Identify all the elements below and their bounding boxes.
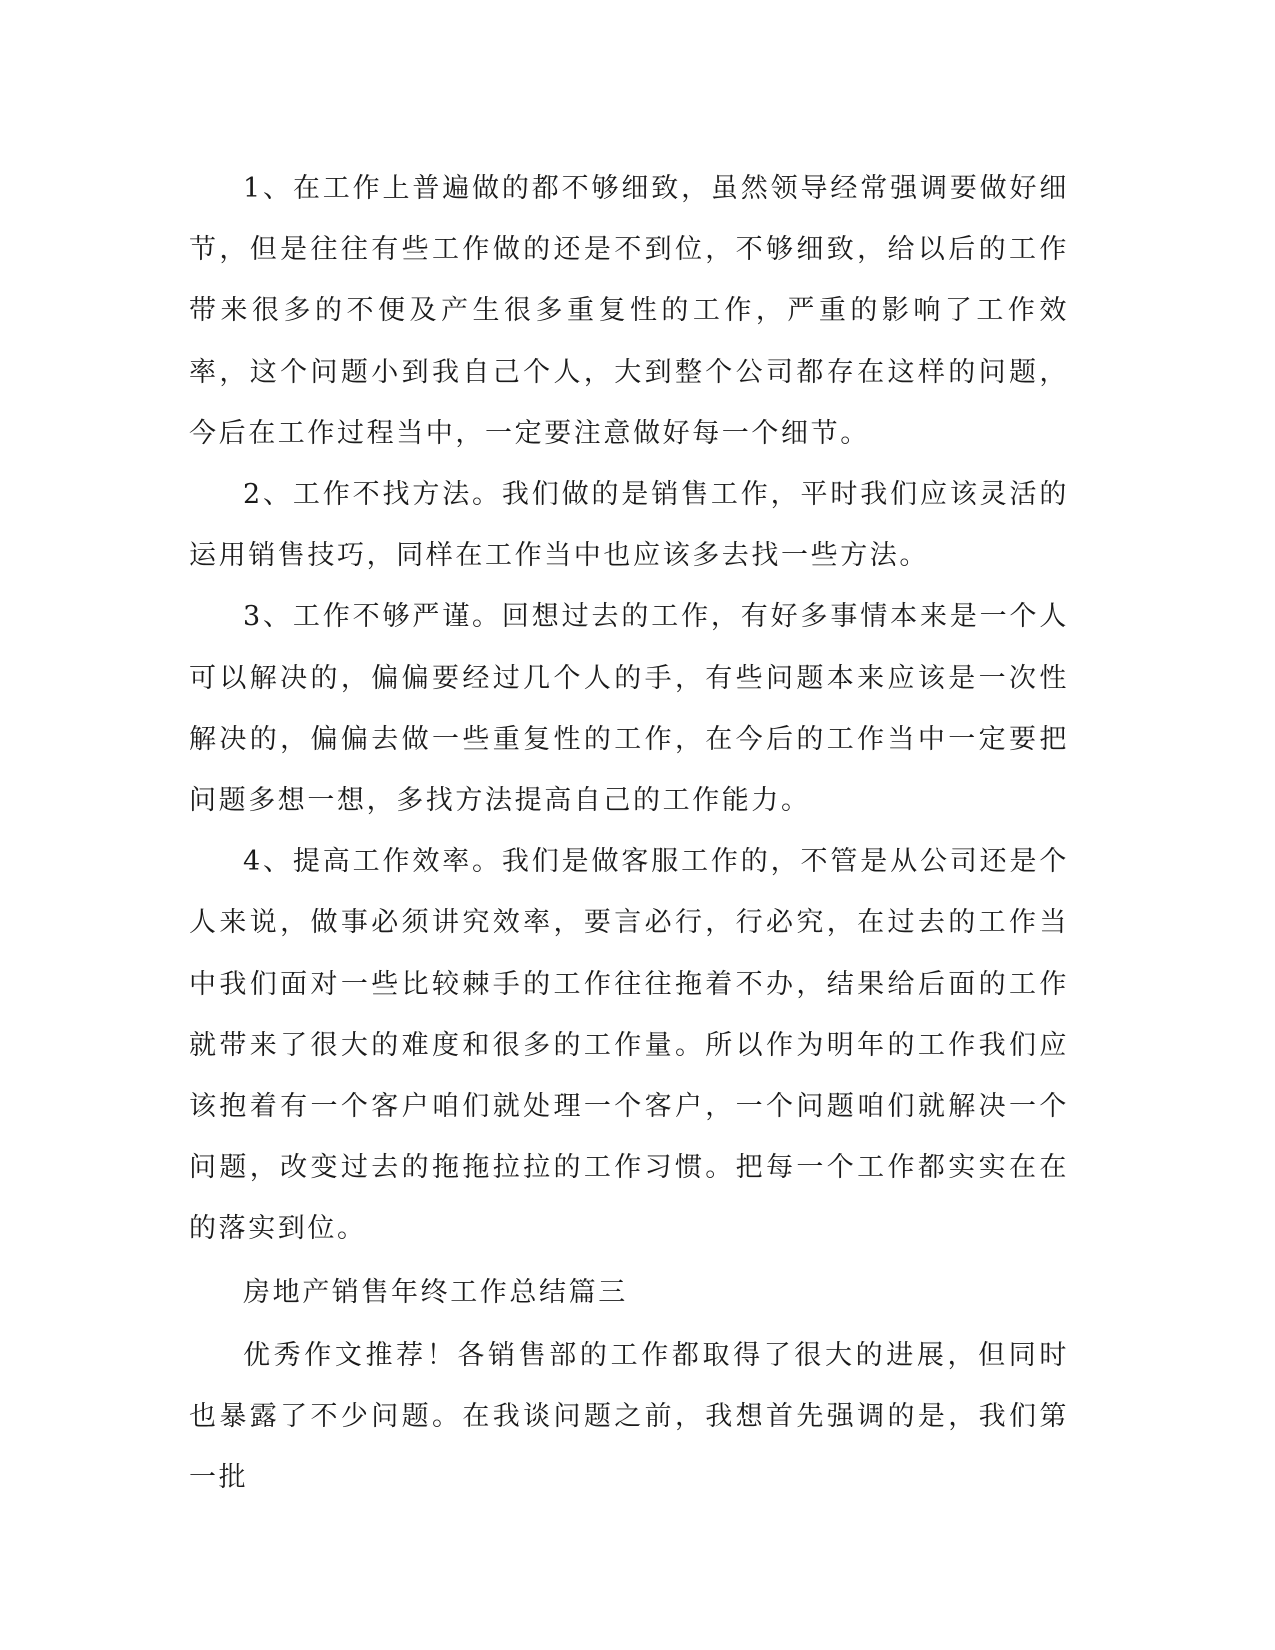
paragraph-3: 3、工作不够严谨。回想过去的工作，有好多事情本来是一个人可以解决的，偏偏要经过几个人的手，有些问题本来应该是一次性解决的，偏偏去做一些重复性的工作，在今后的工作当中一定要把问题多想一想，多找方法提高自己的工作能力。 [189,601,1069,817]
section-heading: 房地产销售年终工作总结篇三 [243,1276,628,1308]
intro-paragraph: 优秀作文推荐！各销售部的工作都取得了很大的进展，但同时也暴露了不少问题。在我谈问题之前，我想首先强调的是，我们第一批 [189,1339,1069,1494]
paragraph-4: 4、提高工作效率。我们是做客服工作的，不管是从公司还是个人来说，做事必须讲究效率，要言必行，行必究，在过去的工作当中我们面对一些比较棘手的工作往往拖着不办，结果给后面的工作就带来了很大的难度和很多的工作量。所以作为明年的工作我们应该抱着有一个客户咱们就处理一个客户，一个问题咱们就解决一个问题，改变过去的拖拖拉拉的工作习惯。把每一个工作都实实在在的落实到位。 [189,846,1069,1245]
paragraph-2: 2、工作不找方法。我们做的是销售工作，平时我们应该灵活的运用销售技巧，同样在工作当中也应该多去找一些方法。 [189,479,1069,572]
document-body [189,158,1069,1508]
paragraph-1: 1、在工作上普遍做的都不够细致，虽然领导经常强调要做好细节，但是往往有些工作做的还是不到位，不够细致，给以后的工作带来很多的不便及产生很多重复性的工作，严重的影响了工作效率，这个问题小到我自己个人，大到整个公司都存在这样的问题，今后在工作过程当中，一定要注意做好每一个细节。 [189,173,1069,449]
